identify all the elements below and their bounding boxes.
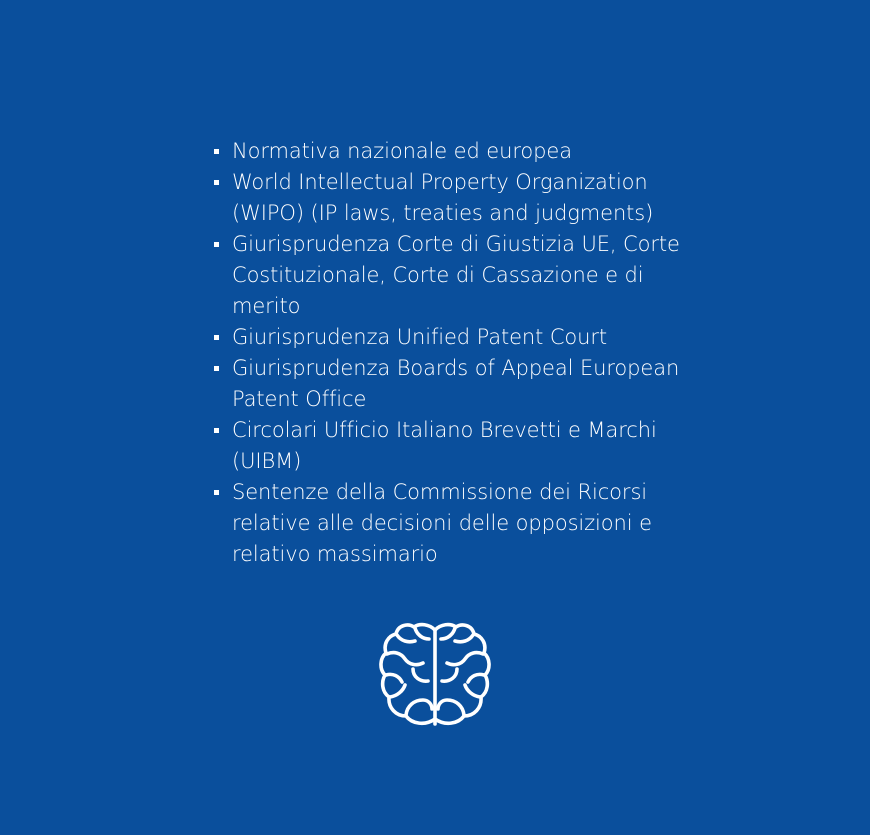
bullet-marker	[214, 180, 219, 185]
list-item-text: World Intellectual Property Organization (WIPO) (IP laws, treaties and judgments)	[232, 170, 654, 225]
list-item	[212, 415, 682, 477]
list-item	[212, 167, 682, 229]
list-item-text: Giurisprudenza Boards of Appeal European Patent Office	[232, 356, 680, 411]
list-item-text: Circolari Ufficio Italiano Brevetti e Marchi (UIBM)	[232, 418, 657, 473]
list-item	[212, 353, 682, 415]
list-item	[212, 322, 682, 353]
list-item-text: Sentenze della Commissione dei Ricorsi relative alle decisioni delle opposizioni e relativo massimario	[232, 480, 652, 566]
sources-list	[212, 136, 682, 570]
list-item	[212, 136, 682, 167]
bullet-marker	[214, 490, 219, 495]
list-item	[212, 229, 682, 322]
bullet-marker	[214, 335, 219, 340]
bullet-marker	[214, 428, 219, 433]
list-item-text: Giurisprudenza Corte di Giustizia UE, Corte Costituzionale, Corte di Cassazione e di merito	[232, 232, 680, 318]
bullet-marker	[214, 242, 219, 247]
list-item-text: Giurisprudenza Unified Patent Court	[232, 325, 608, 349]
bullet-marker	[214, 366, 219, 371]
list-item-text: Normativa nazionale ed europea	[232, 139, 572, 163]
brain-icon	[379, 620, 491, 730]
bullet-marker	[214, 149, 219, 154]
list-item	[212, 477, 682, 570]
